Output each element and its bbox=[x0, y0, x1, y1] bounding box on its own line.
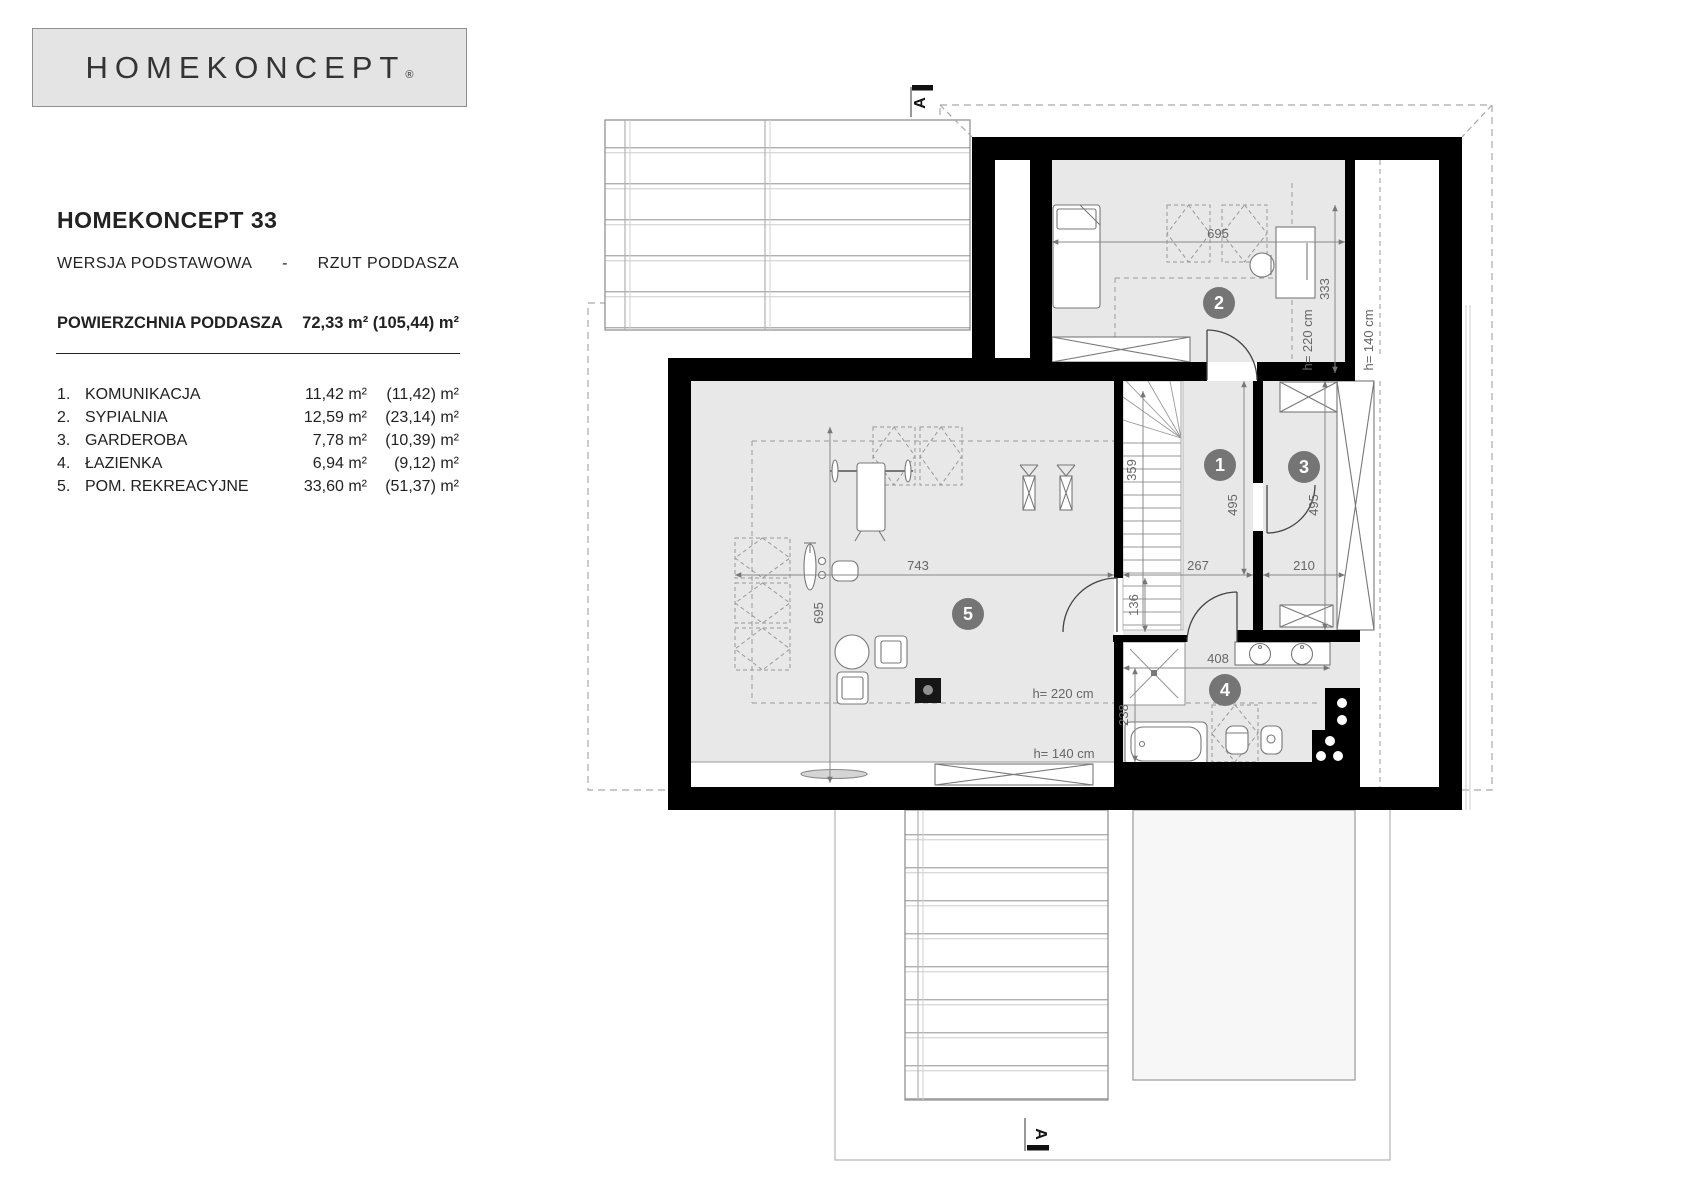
room-list-item: 4. ŁAZIENKA 6,94 m² (9,12) m² bbox=[57, 455, 459, 472]
dim-bath-depth: 238 bbox=[1116, 704, 1131, 726]
dim-wardrobe-width: 210 bbox=[1293, 558, 1315, 573]
wardrobe bbox=[1280, 382, 1337, 412]
garage-roof bbox=[605, 120, 970, 330]
svg-text:4: 4 bbox=[1219, 680, 1231, 700]
dim-door-opening: 136 bbox=[1126, 594, 1141, 616]
dim-bedroom-depth: 333 bbox=[1317, 278, 1332, 300]
desk bbox=[1276, 227, 1315, 298]
side-edge-lines bbox=[1466, 305, 1470, 810]
bathtub bbox=[1125, 722, 1207, 766]
height-220-label: h= 220 cm bbox=[1300, 309, 1315, 371]
section-mark-top bbox=[911, 85, 933, 117]
room-list bbox=[57, 383, 459, 498]
armchair bbox=[875, 636, 907, 668]
dim-hall-depth: 495 bbox=[1225, 494, 1240, 516]
roof-corner-marks bbox=[940, 105, 1492, 137]
wardrobe bbox=[1052, 337, 1190, 362]
divider bbox=[56, 353, 460, 354]
tv-unit bbox=[801, 770, 867, 779]
desk-chair bbox=[1250, 253, 1274, 277]
total-area-row bbox=[57, 314, 459, 333]
svg-text:A: A bbox=[912, 97, 929, 109]
bidet bbox=[1261, 726, 1282, 754]
view-label: RZUT PODDASZA bbox=[317, 255, 459, 272]
room-badge-4 bbox=[1209, 674, 1241, 706]
room-badge-3 bbox=[1288, 451, 1320, 483]
version-label: WERSJA PODSTAWOWA bbox=[57, 255, 253, 272]
total-area-value: 72,33 m² (105,44) m² bbox=[302, 314, 459, 332]
svg-text:2: 2 bbox=[1213, 293, 1225, 313]
room-list-item: 5. POM. REKREACYJNE 33,60 m² (51,37) m² bbox=[57, 478, 459, 495]
floor-plan bbox=[570, 75, 1500, 1185]
registered-mark-icon: ® bbox=[405, 68, 414, 81]
logo bbox=[32, 28, 467, 107]
dim-bedroom-width: 695 bbox=[1207, 226, 1229, 241]
toilet bbox=[1226, 726, 1248, 754]
height-140-label: h= 140 cm bbox=[1361, 309, 1376, 371]
dim-wardrobe-depth: 495 bbox=[1306, 494, 1321, 516]
svg-text:5: 5 bbox=[962, 604, 974, 624]
room-badge-5 bbox=[952, 598, 984, 630]
fireplace bbox=[915, 678, 941, 703]
round-table bbox=[835, 635, 869, 669]
dim-hall-width: 267 bbox=[1187, 558, 1209, 573]
armchair bbox=[837, 672, 868, 704]
room-list-item: 1. KOMUNIKACJA 11,42 m² (11,42) m² bbox=[57, 386, 459, 403]
room-list-item: 2. SYPIALNIA 12,59 m² (23,14) m² bbox=[57, 409, 459, 426]
height-220-label: h= 220 cm bbox=[1032, 686, 1094, 701]
dim-stairs: 359 bbox=[1124, 459, 1139, 481]
subtitle-separator: - bbox=[282, 255, 288, 272]
lower-roof bbox=[905, 810, 1108, 1100]
svg-text:3: 3 bbox=[1298, 457, 1310, 477]
dim-rec-width: 743 bbox=[907, 558, 929, 573]
page-title: HOMEKONCEPT 33 bbox=[57, 207, 278, 233]
shower bbox=[1123, 642, 1185, 705]
dim-rec-depth: 695 bbox=[811, 602, 826, 624]
storage-cabinet bbox=[935, 764, 1093, 785]
svg-text:A: A bbox=[1032, 1128, 1049, 1140]
plan-subtitle bbox=[57, 255, 459, 273]
room-list-item: 3. GARDEROBA 7,78 m² (10,39) m² bbox=[57, 432, 459, 449]
room-badge-2 bbox=[1203, 287, 1235, 319]
total-area-label: POWIERZCHNIA PODDASZA bbox=[57, 314, 283, 332]
svg-text:1: 1 bbox=[1214, 455, 1226, 475]
dim-bath-width: 408 bbox=[1207, 651, 1229, 666]
staircase bbox=[1123, 381, 1183, 630]
bed bbox=[1053, 205, 1100, 308]
room-badge-1 bbox=[1204, 449, 1236, 481]
logo-text: HOMEKONCEPT® bbox=[85, 49, 414, 85]
height-140-label: h= 140 cm bbox=[1033, 746, 1095, 761]
wardrobe bbox=[1337, 381, 1374, 630]
washbasin-counter bbox=[1235, 642, 1330, 665]
